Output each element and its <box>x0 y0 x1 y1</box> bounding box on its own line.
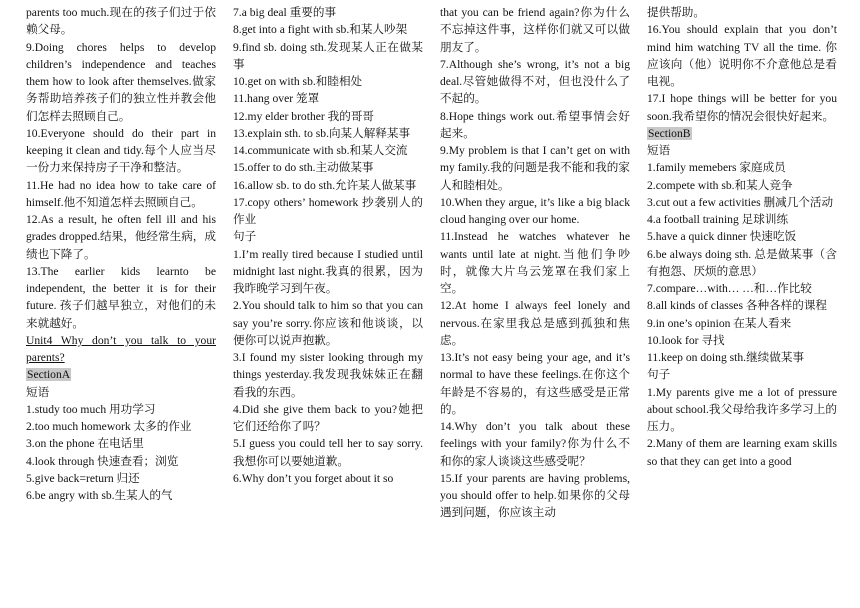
text-column-1 <box>26 4 216 504</box>
text-line: 8.all kinds of classes 各种各样的课程 <box>647 299 828 313</box>
text-line: 句子 <box>233 230 257 244</box>
text-line: 4.a football training 足球训练 <box>647 213 789 226</box>
text-line: 16.allow sb. to do sth.允许某人做某事 <box>233 178 417 192</box>
text-line: 2.too much homework 太多的作业 <box>26 420 192 433</box>
text-line: 17.copy others’ homework 抄袭别人的作业 <box>233 195 423 226</box>
text-line: 2.compete with sb.和某人竞争 <box>647 178 793 192</box>
text-column-3 <box>440 4 630 522</box>
text-line: 13.The earlier kids learnto be independent, the better it is for their future. 孩子们越早独立，对他们的未来就越好。 <box>26 264 216 330</box>
text-line: 10.Everyone should do their part in keeping it clean and tidy.每个人应当尽一份力来保持房子干净和整洁。 <box>26 126 216 175</box>
text-line <box>26 366 216 383</box>
text-line: 8.get into a fight with sb.和某人吵架 <box>233 23 408 37</box>
text-line: 句子 <box>647 368 671 382</box>
text-line: 9.in one’s opinion 在某人看来 <box>647 316 792 330</box>
text-line: 3.cut out a few activities 删减几个活动 <box>647 195 834 209</box>
text-line: 2.Many of them are learning exam skills so that they can get into a good <box>647 437 837 468</box>
text-line: 13.explain sth. to sb.向某人解释某事 <box>233 126 411 140</box>
text-line: 3.I found my sister looking through my things yesterday.我发现我妹妹正在翻看我的东西。 <box>233 351 423 399</box>
text-line: 短语 <box>26 385 50 399</box>
text-line: 17.I hope things will be better for you soon.我希望你的情况会很快好起来。 <box>647 92 837 123</box>
text-line <box>26 332 216 367</box>
text-line: 8.Hope things work out.希望事情会好起来。 <box>440 109 630 140</box>
text-line: 7.compare…with… …和…作比较 <box>647 282 812 295</box>
text-line: 5.I guess you could tell her to say sorry.我想你可以要她道歉。 <box>233 437 423 468</box>
text-line: 1.My parents give me a lot of pressure about school.我父母给我许多学习上的压力。 <box>647 385 837 433</box>
text-line: 1.family memebers 家庭成员 <box>647 161 786 175</box>
text-line: 10.When they argue, it’s like a big black cloud hanging over our home. <box>440 195 630 226</box>
text-line: 11.keep on doing sth.继续做某事 <box>647 351 805 364</box>
text-line: 13.It’s not easy being your age, and it’s normal to have these feelings.在你这个年龄是不容易的，有这些感受是正常的。 <box>440 351 630 416</box>
text-line: 提供帮助。 <box>647 6 705 19</box>
text-line: 10.get on with sb.和睦相处 <box>233 75 363 88</box>
text-line <box>647 125 837 142</box>
text-line: 6.be angry with sb.生某人的气 <box>26 489 173 502</box>
text-line: 6.be always doing sth. 总是做某事（含有抱怨、厌烦的意思） <box>647 247 837 278</box>
text-column-2 <box>233 4 423 487</box>
text-line: 9.Doing chores helps to develop children’s independence and teaches them how to look after themselves.做家务帮助培养孩子们的独立性并教会他们怎样去照顾自己。 <box>26 40 216 123</box>
unit-heading: Unit4 Why don’t you talk to your parents? <box>26 333 216 364</box>
section-label: SectionA <box>27 368 71 382</box>
text-line: 2.You should talk to him so that you can say you’re sorry.你应该和他谈谈，以便你可以说声抱歉。 <box>233 299 423 347</box>
text-line: 9.My problem is that I can’t get on with my family.我的问题是我不能和我的家人和睦相处。 <box>440 144 630 192</box>
text-line: 15.offer to do sth.主动做某事 <box>233 161 374 175</box>
text-line: 6.Why don’t you forget about it so <box>233 471 394 485</box>
text-line: 11.He had no idea how to take care of himself.他不知道怎样去照顾自己。 <box>26 178 216 209</box>
text-line: 11.Instead he watches whatever he wants until late at night.当他们争吵时，就像大片乌云笼罩在我们家上空。 <box>440 230 630 295</box>
text-line: 3.on the phone 在电话里 <box>26 437 144 451</box>
section-label: SectionB <box>648 126 691 140</box>
text-line: 14.communicate with sb.和某人交流 <box>233 144 408 157</box>
text-line: 12.At home I always feel lonely and nervous.在家里我总是感到孤独和焦虑。 <box>440 299 630 347</box>
text-line: 4.Did she give them back to you?她把它们还给你了吗？ <box>233 402 423 433</box>
text-line: 14.Why don’t you talk about these feelings with your family?你为什么不和你的家人谈谈这些感受呢？ <box>440 420 630 468</box>
text-line: 12.my elder brother 我的哥哥 <box>233 109 375 123</box>
text-line: 5.give back=return 归还 <box>26 471 140 485</box>
text-line: 1.I’m really tired because I studied until midnight last night.我真的很累，因为我昨晚学习到午夜。 <box>233 247 423 295</box>
text-line: 短语 <box>647 144 671 157</box>
text-line: parents too much.现在的孩子们过于依赖父母。 <box>26 6 216 37</box>
text-line: 12.As a result, he often fell ill and his grades dropped.结果，他经常生病，成绩也下降了。 <box>26 213 216 261</box>
text-line: 7.a big deal 重要的事 <box>233 6 337 19</box>
text-line: 9.find sb. doing sth.发现某人正在做某事 <box>233 40 423 71</box>
text-line: 11.hang over 笼罩 <box>233 92 320 106</box>
text-column-4 <box>647 4 837 470</box>
text-line: 1.study too much 用功学习 <box>26 402 156 416</box>
text-line: 10.look for 寻找 <box>647 333 725 347</box>
text-line: 16.You should explain that you don’t mind him watching TV all the time. 你应该向（他）说明你不介意他总是看电视。 <box>647 23 837 88</box>
text-line: 5.have a quick dinner 快速吃饭 <box>647 230 797 244</box>
text-line: that you can be friend again?你为什么不忘掉这件事，这样你们就又可以做朋友了。 <box>440 6 630 54</box>
text-line: 4.look through 快速查看；浏览 <box>26 454 179 468</box>
text-line: 7.Although she’s wrong, it’s not a big deal.尽管她做得不对，但也没什么了不起的。 <box>440 57 630 106</box>
text-line: 15.If your parents are having problems, you should offer to help.如果你的父母遇到问题，你应该主动 <box>440 471 630 520</box>
